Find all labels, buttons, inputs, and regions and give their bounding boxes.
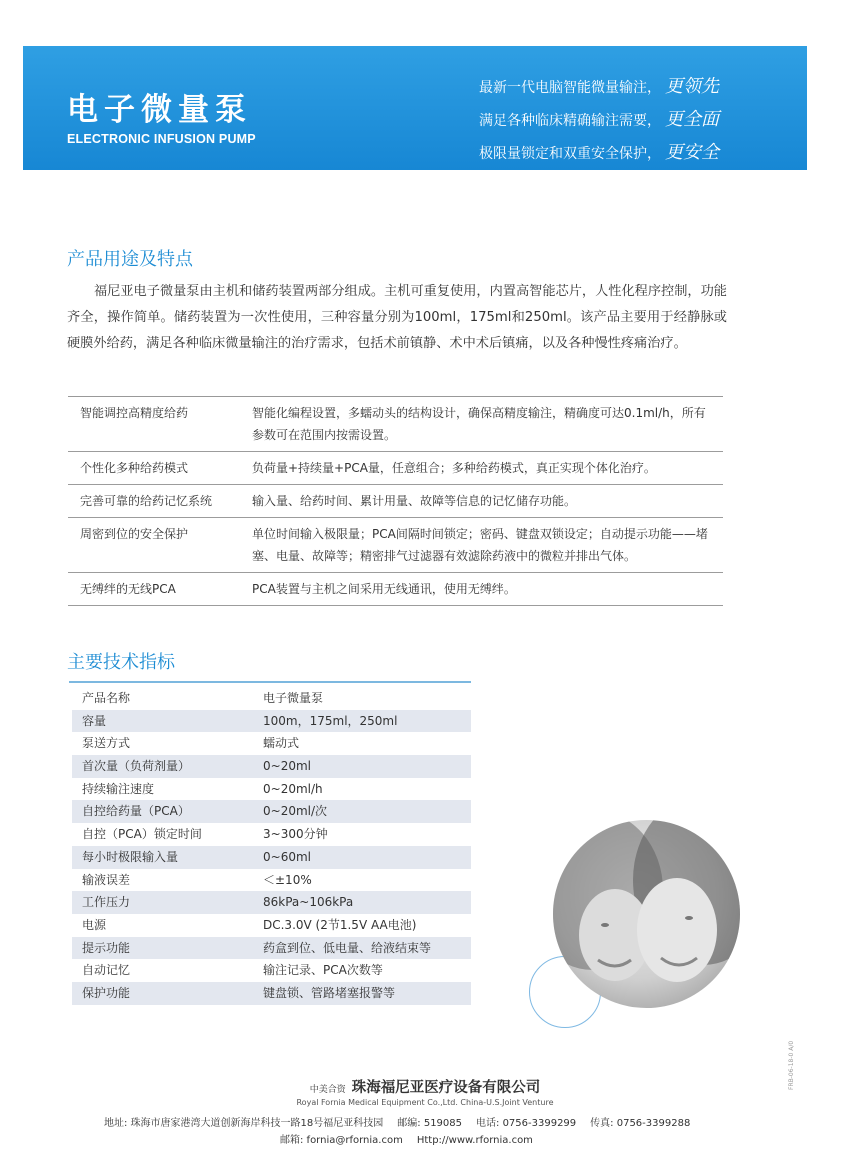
spec-name: 自控（PCA）锁定时间 bbox=[82, 827, 202, 842]
spec-value: 蠕动式 bbox=[263, 736, 300, 751]
feature-name: 无缚绊的无线PCA bbox=[80, 582, 176, 596]
spec-value: 0~20ml bbox=[263, 759, 311, 774]
family-photo-illustration bbox=[553, 820, 740, 1008]
slogan-2 bbox=[479, 103, 719, 136]
slogan-text: 极限量锁定和双重安全保护， bbox=[479, 146, 661, 162]
slogan-emphasis: 更全面 bbox=[665, 109, 719, 130]
feature-desc: 单位时间输入极限量；PCA间隔时间锁定；密码、键盘双锁设定；自动提示功能——堵塞、电量、故障等；精密排气过滤器有效滤除药液中的微粒并排出气体。 bbox=[252, 527, 708, 563]
slogan-list bbox=[479, 70, 719, 169]
spec-value: 86kPa~106kPa bbox=[263, 895, 354, 910]
spec-name: 工作压力 bbox=[82, 895, 131, 910]
fax: 传真: 0756-3399288 bbox=[590, 1118, 691, 1129]
spec-name: 容量 bbox=[82, 713, 107, 728]
slogan-emphasis: 更安全 bbox=[665, 142, 719, 163]
feature-name: 个性化多种给药模式 bbox=[80, 461, 189, 475]
footer bbox=[0, 1076, 850, 1107]
spec-name: 自动记忆 bbox=[82, 963, 131, 978]
slogan-emphasis: 更领先 bbox=[665, 76, 719, 97]
spec-value: 0~20ml/h bbox=[263, 781, 323, 796]
spec-name: 泵送方式 bbox=[82, 736, 131, 751]
spec-value: 100m，175ml，250ml bbox=[263, 713, 398, 728]
slogan-text: 最新一代电脑智能微量输注， bbox=[479, 80, 661, 96]
spec-value: 键盘锁、管路堵塞报警等 bbox=[263, 985, 396, 1000]
usage-heading: 产品用途及特点 bbox=[67, 249, 193, 270]
specs-heading: 主要技术指标 bbox=[67, 652, 175, 673]
spec-value: 电子微量泵 bbox=[263, 691, 324, 705]
spec-row bbox=[72, 869, 471, 892]
spec-name: 持续输注速度 bbox=[82, 781, 155, 796]
spec-row bbox=[72, 891, 471, 914]
spec-name: 输液误差 bbox=[82, 872, 131, 887]
website-link: Http://www.rfornia.com bbox=[416, 1135, 533, 1146]
feature-desc: 智能化编程设置，多蠕动头的结构设计，确保高精度输注，精确度可达0.1ml/h，所有参数可在范围内按需设置。 bbox=[252, 406, 706, 442]
spec-name: 保护功能 bbox=[82, 985, 131, 1000]
spec-row bbox=[72, 687, 471, 710]
spec-row bbox=[72, 937, 471, 960]
spec-value: 0~60ml bbox=[263, 849, 311, 864]
feature-desc: 负荷量+持续量+PCA量，任意组合；多种给药模式，真正实现个体化治疗。 bbox=[252, 461, 656, 475]
family-photo bbox=[553, 820, 740, 1008]
spec-value: 3~300分钟 bbox=[263, 827, 328, 842]
spec-value: 0~20ml/次 bbox=[263, 804, 328, 819]
spec-name: 电源 bbox=[82, 917, 107, 932]
email: 邮箱: fornia@rfornia.com bbox=[280, 1135, 403, 1146]
spec-row bbox=[72, 823, 471, 846]
product-subtitle: ELECTRONIC INFUSION PUMP bbox=[67, 132, 256, 146]
spec-row bbox=[72, 846, 471, 869]
company-name-line bbox=[0, 1076, 850, 1097]
spec-row bbox=[72, 959, 471, 982]
feature-desc: 输入量、给药时间、累计用量、故障等信息的记忆储存功能。 bbox=[252, 494, 577, 508]
intro-paragraph bbox=[67, 279, 727, 357]
specs-table bbox=[72, 687, 471, 1005]
spec-row bbox=[72, 982, 471, 1005]
specs-divider bbox=[69, 681, 471, 683]
spec-row bbox=[72, 778, 471, 801]
spec-row bbox=[72, 732, 471, 755]
feature-desc: PCA装置与主机之间采用无线通讯，使用无缚绊。 bbox=[252, 582, 516, 596]
spec-name: 首次量（负荷剂量） bbox=[82, 759, 191, 774]
contact-line-2 bbox=[280, 1131, 533, 1146]
features-table bbox=[68, 396, 723, 606]
document-code: FRB-06-18-0 A/0 bbox=[788, 1040, 795, 1090]
feature-row bbox=[68, 518, 723, 573]
spec-name: 产品名称 bbox=[82, 691, 131, 705]
jv-prefix: 中美合资 bbox=[309, 1085, 346, 1095]
feature-row bbox=[68, 573, 723, 606]
slogan-1 bbox=[479, 70, 719, 103]
slogan-text: 满足各种临床精确输注需要， bbox=[479, 113, 661, 129]
spec-row bbox=[72, 755, 471, 778]
spec-row bbox=[72, 914, 471, 937]
spec-value: DC.3.0V (2节1.5V AA电池) bbox=[263, 917, 417, 932]
feature-name: 周密到位的安全保护 bbox=[80, 527, 189, 541]
spec-name: 每小时极限输入量 bbox=[82, 849, 179, 864]
spec-value: 药盒到位、低电量、给液结束等 bbox=[263, 940, 432, 955]
spec-name: 自控给药量（PCA） bbox=[82, 804, 190, 819]
feature-row bbox=[68, 485, 723, 518]
contact-line-1 bbox=[104, 1114, 690, 1129]
postcode: 邮编: 519085 bbox=[397, 1118, 463, 1129]
header-banner bbox=[23, 46, 807, 170]
spec-value: ＜±10% bbox=[263, 872, 312, 887]
company-name-cn: 珠海福尼亚医疗设备有限公司 bbox=[351, 1080, 541, 1096]
spec-name: 提示功能 bbox=[82, 940, 131, 955]
spec-row bbox=[72, 710, 471, 733]
feature-row bbox=[68, 452, 723, 485]
slogan-3 bbox=[479, 136, 719, 169]
phone: 电话: 0756-3399299 bbox=[476, 1118, 577, 1129]
address: 地址: 珠海市唐家港湾大道创新海岸科技一路18号福尼亚科技园 bbox=[104, 1118, 384, 1129]
feature-row bbox=[68, 397, 723, 452]
spec-row bbox=[72, 800, 471, 823]
intro-text: 福尼亚电子微量泵由主机和储药装置两部分组成。主机可重复使用，内置高智能芯片，人性化程序控制，功能齐全，操作简单。储药装置为一次性使用，三种容量分别为100ml，175ml和250ml。该产品主要用于经静脉或硬膜外给药，满足各种临床微量输注的治疗需求，包括术前镇静、术中术后镇痛，以及各种慢性疼痛治疗。 bbox=[67, 284, 727, 351]
feature-name: 完善可靠的给药记忆系统 bbox=[80, 494, 213, 508]
company-name-en: Royal Fornia Medical Equipment Co.,Ltd. China-U.S.Joint Venture bbox=[296, 1098, 554, 1107]
spec-value: 输注记录、PCA次数等 bbox=[263, 963, 383, 978]
product-title: 电子微量泵 bbox=[67, 92, 252, 128]
feature-name: 智能调控高精度给药 bbox=[80, 406, 189, 420]
